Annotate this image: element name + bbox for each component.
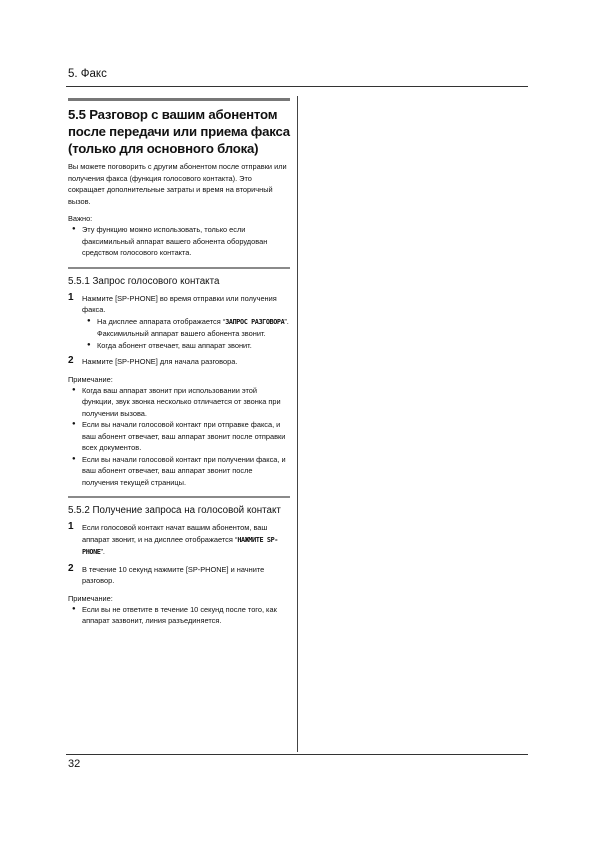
step-2 (68, 356, 290, 368)
step-number: 1 (68, 521, 74, 532)
step-number: 1 (68, 291, 74, 303)
left-column (68, 98, 290, 627)
step-text: Нажмите [SP-PHONE] во время отправки или получения факса. (82, 293, 277, 314)
header-divider (66, 86, 528, 87)
note-bullet: ● Если вы начали голосовой контакт при отправке факса, и ваш абонент отвечает, ваш аппарат звонит после отправки всех документов. (68, 419, 290, 454)
subsection-title-2: 5.5.2 Получение запроса на голосовой контакт (68, 505, 281, 516)
sub-bullet-text-a: На дисплее аппарата отображается “ (97, 316, 226, 326)
subsection-title-1: 5.5.1 Запрос голосового контакта (68, 275, 220, 287)
subsection-divider (68, 267, 290, 269)
step-text: Нажмите [SP-PHONE] для начала разговора. (82, 357, 238, 366)
footer-divider (66, 754, 528, 755)
page-header-title: 5. Факс (68, 68, 107, 80)
important-bullet: ● Эту функцию можно использовать, только если факсимильный аппарат вашего абонента оборудован средством голосового контакта. (68, 224, 290, 259)
subsection-divider (68, 496, 290, 498)
note-label: Примечание: (68, 374, 113, 384)
section-title-line-2: после передачи или приема факса (68, 124, 290, 139)
note-bullet: ● Когда ваш аппарат звонит при использовании этой функции, звук звонка несколько отличается от звонка при получении вызова. (68, 385, 290, 420)
sub-bullet-text-b: ”. Факсимильный аппарат вашего абонента звонит. (97, 316, 289, 338)
step-1 (68, 293, 290, 316)
section-title-line-1: 5.5 Разговор с вашим абонентом (68, 107, 278, 122)
display-message: ЗАПРОС РАЗГОВОРА (225, 317, 285, 326)
step-number: 2 (68, 355, 74, 366)
section-intro: Вы можете поговорить с другим абонентом после отправки или получения факса (функция голосового контакта). Это сокращает дополнительные затраты и время на вторичный вызов. (68, 162, 287, 206)
step-text: В течение 10 секунд нажмите [SP-PHONE] и начните разговор. (82, 564, 265, 585)
section-title (68, 106, 290, 157)
important-label: Важно: (68, 214, 93, 223)
step-1 (68, 522, 290, 559)
page-number: 32 (68, 758, 81, 770)
step-text-b: ”. (100, 547, 105, 556)
section-top-bar (68, 98, 290, 101)
note-bullet: ● Если вы начали голосовой контакт при получении факса, и ваш абонент отвечает, ваш аппарат звонит после получения текущей страницы. (68, 454, 290, 489)
column-divider (297, 96, 298, 752)
step-1-sub-bullet-2: ● Когда абонент отвечает, ваш аппарат звонит. (68, 340, 290, 352)
section-title-line-3: (только для основного блока) (68, 141, 259, 156)
display-message: НАЖМИТЕ SP-PHONE (82, 535, 278, 556)
step-number: 2 (68, 562, 74, 574)
step-1-sub-bullet-1 (68, 316, 290, 340)
note-bullet: ● Если вы не ответите в течение 10 секунд после того, как аппарат зазвонит, линия разъединяется. (68, 604, 290, 627)
step-2 (68, 564, 290, 587)
note-label: Примечание: (68, 593, 113, 603)
step-text-a: Если голосовой контакт начат вашим абонентом, ваш аппарат звонит, и на дисплее отображается “ (82, 523, 268, 544)
